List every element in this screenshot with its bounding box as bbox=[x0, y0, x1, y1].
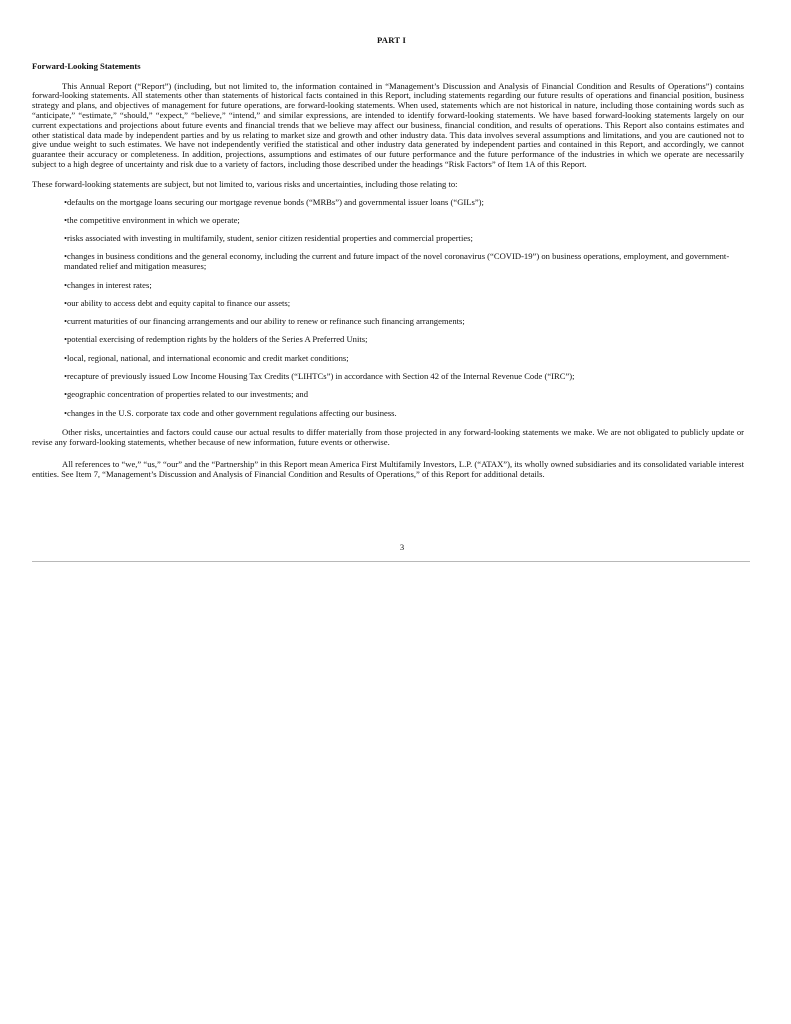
part-title: PART I bbox=[377, 35, 406, 45]
list-item: •potential exercising of redemption rights by the holders of the Series A Preferred Units; bbox=[64, 334, 368, 345]
section-heading: Forward-Looking Statements bbox=[32, 60, 141, 71]
list-item: •our ability to access debt and equity capital to finance our assets; bbox=[64, 297, 291, 308]
risk-list bbox=[32, 198, 744, 419]
list-item: •risks associated with investing in multifamily, student, senior citizen residential properties and commercial properties; bbox=[64, 233, 473, 244]
list-item: •current maturities of our financing arrangements and our ability to renew or refinance such financing arrangements; bbox=[64, 316, 465, 327]
list-item: •changes in the U.S. corporate tax code and other government regulations affecting our business. bbox=[64, 407, 397, 418]
document-page bbox=[32, 36, 744, 480]
risks-lead-paragraph: These forward-looking statements are subject, but not limited to, various risks and uncertainties, including those relating to: bbox=[32, 178, 458, 189]
intro-paragraph: This Annual Report (“Report”) (including, but not limited to, the information contained in “Management’s Discussion and Analysis of Financial Condition and Results of Operations”) contains forward-looking statements. All statements other than statements of historical facts contained in this Report, including statements regarding our future results of operations and financial position, business strategy and plans, and objectives of management for future operations, are forward-looking statements. When used, statements which are not historical in nature, including those containing words such as “anticipate,” “estimate,” “should,” “expect,” “believe,” “intend,” and similar expressions, are intended to identify forward-looking statements. We have based forward-looking statements largely on our current expectations and projections about future events and financial trends that we believe may affect our business, financial condition, and results of operations. This Report also contains estimates and other statistical data made by independent parties and by us relating to market size and growth and other industry data. This data involves several assumptions and limitations, and you are cautioned not to give undue weight to such estimates. We have not independently verified the statistical and other industry data generated by independent parties and contained in this Report, and accordingly, we cannot guarantee their accuracy or completeness. In addition, projections, assumptions and estimates of our future performance and the future performance of the industries in which we operate are necessarily subject to a high degree of uncertainty and risk due to a variety of factors, including those described under the headings “Risk Factors” of Item 1A of this Report. bbox=[32, 80, 744, 169]
list-item: •recapture of previously issued Low Income Housing Tax Credits (“LIHTCs”) in accordance with Section 42 of the Internal Revenue Code (“IRC”); bbox=[64, 371, 575, 382]
references-paragraph: All references to “we,” “us,” “our” and the “Partnership” in this Report mean America First Multifamily Investors, L.P. (“ATAX”), its wholly owned subsidiaries and its consolidated variable interest entities. See Item 7, “Management’s Discussion and Analysis of Financial Condition and Results of Operations,” of this Report for additional details. bbox=[32, 459, 744, 479]
list-item: •geographic concentration of properties related to our investments; and bbox=[64, 389, 309, 400]
list-item: •defaults on the mortgage loans securing our mortgage revenue bonds (“MRBs”) and governmental issuer loans (“GILs”); bbox=[64, 196, 484, 207]
list-item: •local, regional, national, and international economic and credit market conditions; bbox=[64, 352, 349, 363]
list-item: •changes in business conditions and the general economy, including the current and future impact of the novel coronavirus (“COVID-19”) on business operations, employment, and government-mandated relief and mitigation measures; bbox=[64, 251, 730, 272]
page-divider bbox=[32, 561, 750, 562]
page-number: 3 bbox=[399, 542, 405, 552]
list-item: •changes in interest rates; bbox=[64, 279, 152, 290]
list-item: •the competitive environment in which we operate; bbox=[64, 214, 240, 225]
other-risks-paragraph: Other risks, uncertainties and factors could cause our actual results to differ materially from those projected in any forward-looking statements we make. We are not obligated to publicly update or revise any forward-looking statements, whether because of new information, future events or otherwise. bbox=[32, 427, 744, 448]
